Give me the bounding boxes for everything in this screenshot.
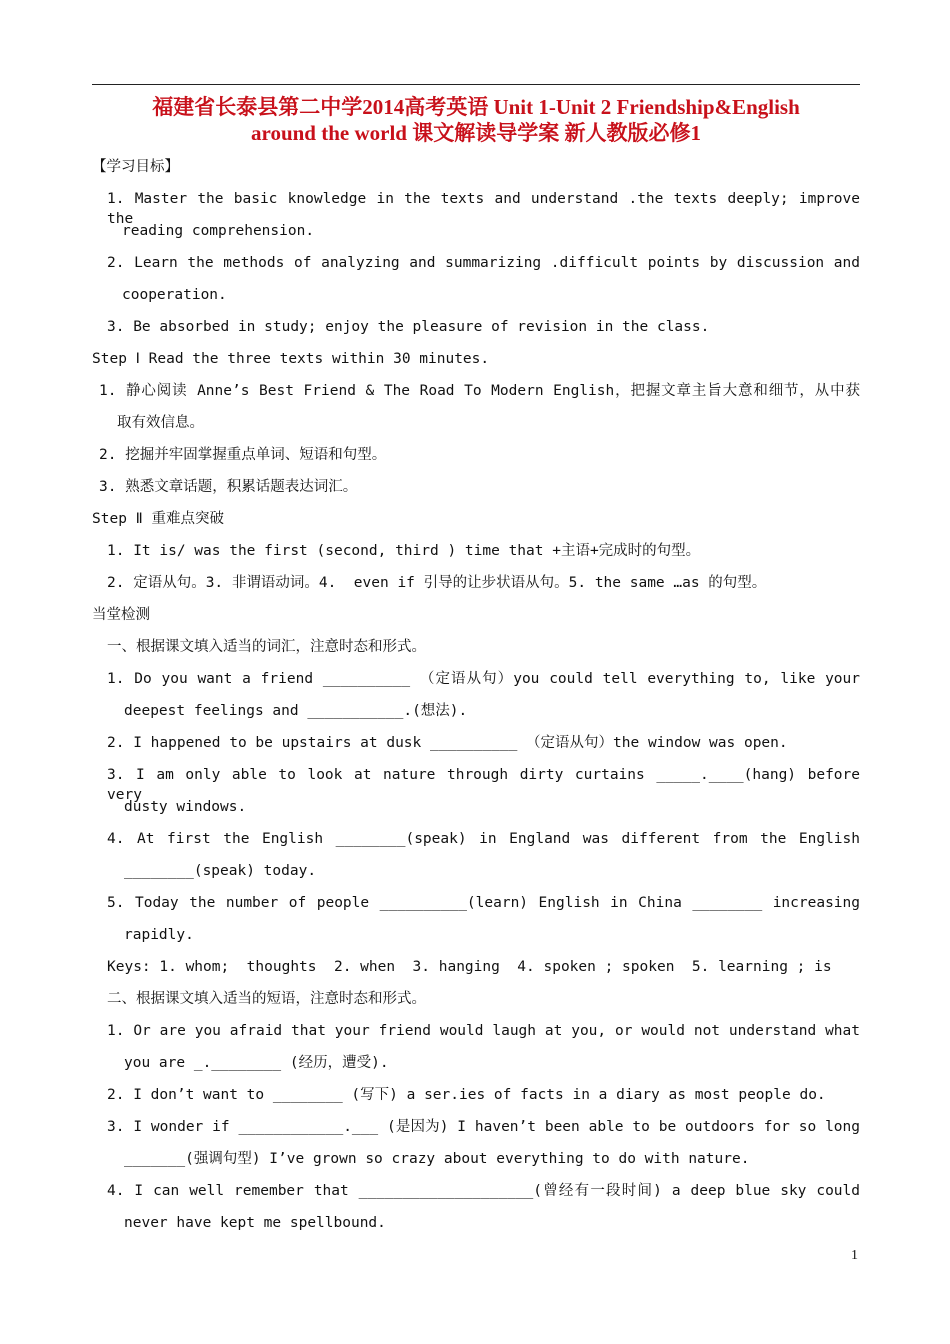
title-line-2: around the world 课文解读导学案 新人教版必修1 [251, 121, 701, 145]
text-line: 一、根据课文填入适当的词汇，注意时态和形式。 [107, 639, 426, 655]
text-line: 二、根据课文填入适当的短语，注意时态和形式。 [107, 991, 426, 1007]
text-line: you are _.________ (经历，遭受). [124, 1055, 389, 1071]
text-line: 2. 定语从句。3. 非谓语动词。4. even if 引导的让步状语从句。5. the same …as 的句型。 [107, 575, 767, 591]
text-line: 当堂检测 [92, 607, 150, 623]
text-line: 2. I don’t want to ________ (写下) a ser.ies of facts in a diary as most people do. [107, 1087, 826, 1103]
document-title [92, 94, 860, 146]
text-line: 3. 熟悉文章话题，积累话题表达词汇。 [99, 479, 358, 495]
text-line: 3. I wonder if ____________.___ (是因为) I haven’t been able to be outdoors for so long [107, 1119, 860, 1135]
text-line: 1. 静心阅读 Anne’s Best Friend & The Road To Modern English，把握文章主旨大意和细节，从中获 [99, 383, 860, 399]
text-line: 1. It is/ was the first (second, third ) time that +主语+完成时的句型。 [107, 543, 701, 559]
text-line: deepest feelings and ___________.(想法). [124, 703, 468, 719]
text-line: never have kept me spellbound. [124, 1215, 386, 1231]
page-number: 1 [851, 1248, 858, 1263]
text-line: dusty windows. [124, 799, 247, 815]
text-line: Keys: 1. whom; thoughts 2. when 3. hanging 4. spoken ; spoken 5. learning ; is [107, 959, 832, 975]
text-line: 3. Be absorbed in study; enjoy the pleasure of revision in the class. [107, 319, 710, 335]
text-line: 1. Or are you afraid that your friend would laugh at you, or would not understand what [107, 1023, 860, 1039]
text-line: rapidly. [124, 927, 194, 943]
text-line: _______(强调句型) I’ve grown so crazy about everything to do with nature. [124, 1151, 750, 1167]
text-line: reading comprehension. [122, 223, 315, 239]
text-line: 5. Today the number of people __________(learn) English in China ________ increasing [107, 895, 860, 911]
text-line: 3. I am only able to look at nature through dirty curtains _____.____(hang) before very [107, 767, 860, 803]
text-line: 1. Do you want a friend __________ （定语从句）you could tell everything to, like your [107, 671, 860, 687]
text-line: 取有效信息。 [117, 415, 204, 431]
header-rule [92, 84, 860, 85]
text-line: 2. I happened to be upstairs at dusk __________ （定语从句）the window was open. [107, 735, 788, 751]
text-line: 4. At first the English ________(speak) in England was different from the English [107, 831, 860, 847]
text-line: 1. Master the basic knowledge in the texts and understand .the texts deeply; improve the [107, 191, 860, 227]
text-line: 4. I can well remember that ____________________(曾经有一段时间) a deep blue sky could [107, 1183, 860, 1199]
text-line: 2. Learn the methods of analyzing and summarizing .difficult points by discussion and [107, 255, 860, 271]
text-line: Step Ⅰ Read the three texts within 30 minutes. [92, 351, 490, 367]
text-line: ________(speak) today. [124, 863, 317, 879]
text-line: 2. 挖掘并牢固掌握重点单词、短语和句型。 [99, 447, 387, 463]
title-line-1: 福建省长泰县第二中学2014高考英语 Unit 1-Unit 2 Friendship&English [152, 95, 800, 119]
text-line: Step Ⅱ 重难点突破 [92, 511, 225, 527]
text-line: 【学习目标】 [92, 159, 179, 175]
text-line: cooperation. [122, 287, 227, 303]
